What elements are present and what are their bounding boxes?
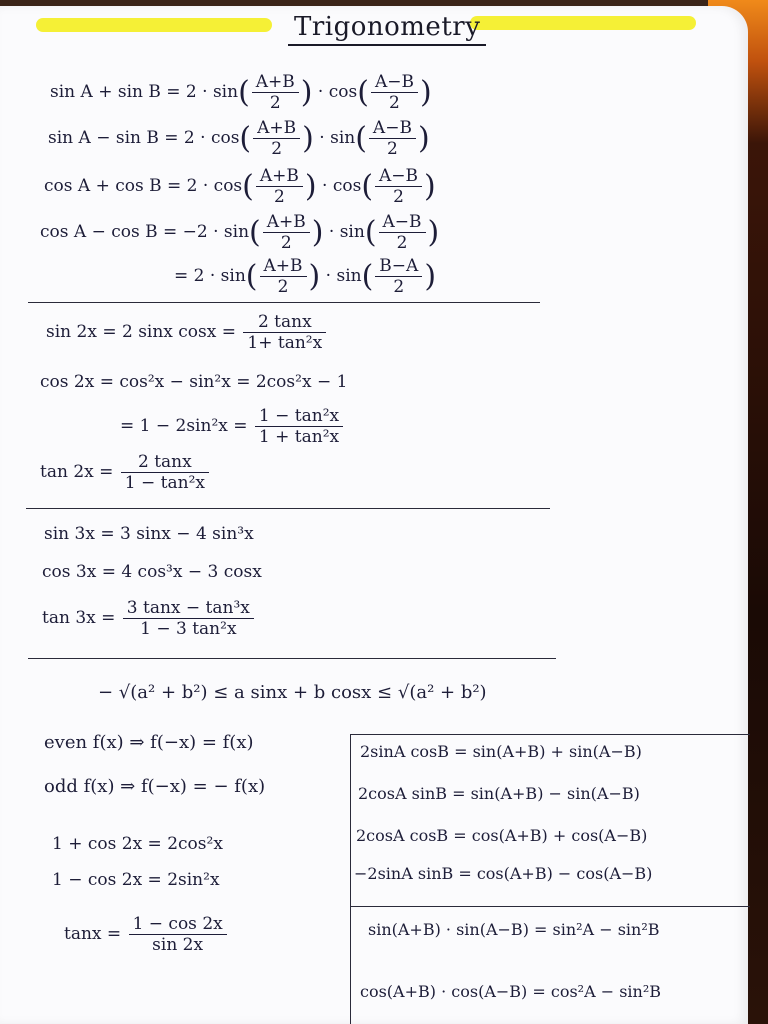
formula-tan-x: tanx = $\frac{1 - \cos 2x}{\sin 2x}$ [64, 914, 229, 955]
formula-2cosA-cosB: 2cosA cosB = cos(A+B) + cos(A−B) [356, 826, 648, 845]
formula-cos-2x: cos 2x = cos²x − sin²x = 2cos²x − 1 [40, 372, 348, 392]
formula-cos-2x-alt: = 1 − 2sin²x = $\frac{\text{1 − tan²x}}{\text{1 + tan²x}}$ [120, 406, 345, 447]
formula-2sinA-cosB: 2sinA cosB = sin(A+B) + sin(A−B) [360, 742, 642, 761]
formula-odd: odd f(x) ⇒ f(−x) = − f(x) [44, 776, 266, 797]
formula-sin-3x: sin 3x = 3 sinx − 4 sin³x [44, 524, 254, 544]
formula-sin-2x: sin 2x = 2 sinx cosx = $\frac{2 \tan x}{\text{1+ tan²x}}$ [46, 312, 328, 353]
formula-range: − √(a² + b²) ≤ a sinx + b cosx ≤ √(a² + b²) [98, 682, 487, 703]
title-highlight-left [36, 18, 272, 32]
formula-sum-sin: sin A + sin B = 2 · sin( $\frac{A+B}{2}$ ) · cos( $\frac{A-B}{2}$ ) [50, 72, 432, 113]
formula-tan-3x: tan 3x = $\frac{\text{3 tanx − tan³x}}{\text{1 − 3 tan²x}}$ [42, 598, 256, 639]
formula-cos-product: cos(A+B) · cos(A−B) = cos²A − sin²B [360, 982, 662, 1001]
formula-minus-2sinA-sinB: −2sinA sinB = cos(A+B) − cos(A−B) [354, 864, 653, 883]
box-left [350, 734, 351, 1024]
formula-sum-cos: cos A + cos B = 2 · cos( $\frac{A+B}{2}$ ) · cos( $\frac{A-B}{2}$ ) [44, 166, 436, 207]
formula-tan-2x: tan 2x = $\frac{2 \tan x}{\text{1 − tan²x}}$ [40, 452, 211, 493]
box-divider [350, 906, 750, 907]
section-divider [28, 658, 556, 659]
formula-diff-sin: sin A − sin B = 2 · cos( $\frac{A+B}{2}$ ) · sin( $\frac{A-B}{2}$ ) [48, 118, 430, 159]
box-top [350, 734, 750, 735]
formula-cos-3x: cos 3x = 4 cos³x − 3 cosx [42, 562, 262, 582]
formula-one-minus-cos: 1 − cos 2x = 2sin²x [52, 870, 220, 890]
title-highlight-right [470, 16, 696, 30]
formula-diff-cos-alt: = 2 · sin( $\frac{A+B}{2}$ ) · sin( $\frac{B-A}{2}$ ) [174, 256, 437, 297]
section-divider [26, 508, 550, 509]
section-divider [28, 302, 540, 303]
formula-sin-product: sin(A+B) · sin(A−B) = sin²A − sin²B [368, 920, 660, 939]
notebook-page [0, 6, 748, 1024]
formula-one-plus-cos: 1 + cos 2x = 2cos²x [52, 834, 223, 854]
formula-even: even f(x) ⇒ f(−x) = f(x) [44, 732, 254, 753]
formula-2cosA-sinB: 2cosA sinB = sin(A+B) − sin(A−B) [358, 784, 640, 803]
page-title: Trigonometry [288, 12, 486, 46]
formula-diff-cos: cos A − cos B = −2 · sin( $\frac{A+B}{2}$ ) · sin( $\frac{A-B}{2}$ ) [40, 212, 440, 253]
